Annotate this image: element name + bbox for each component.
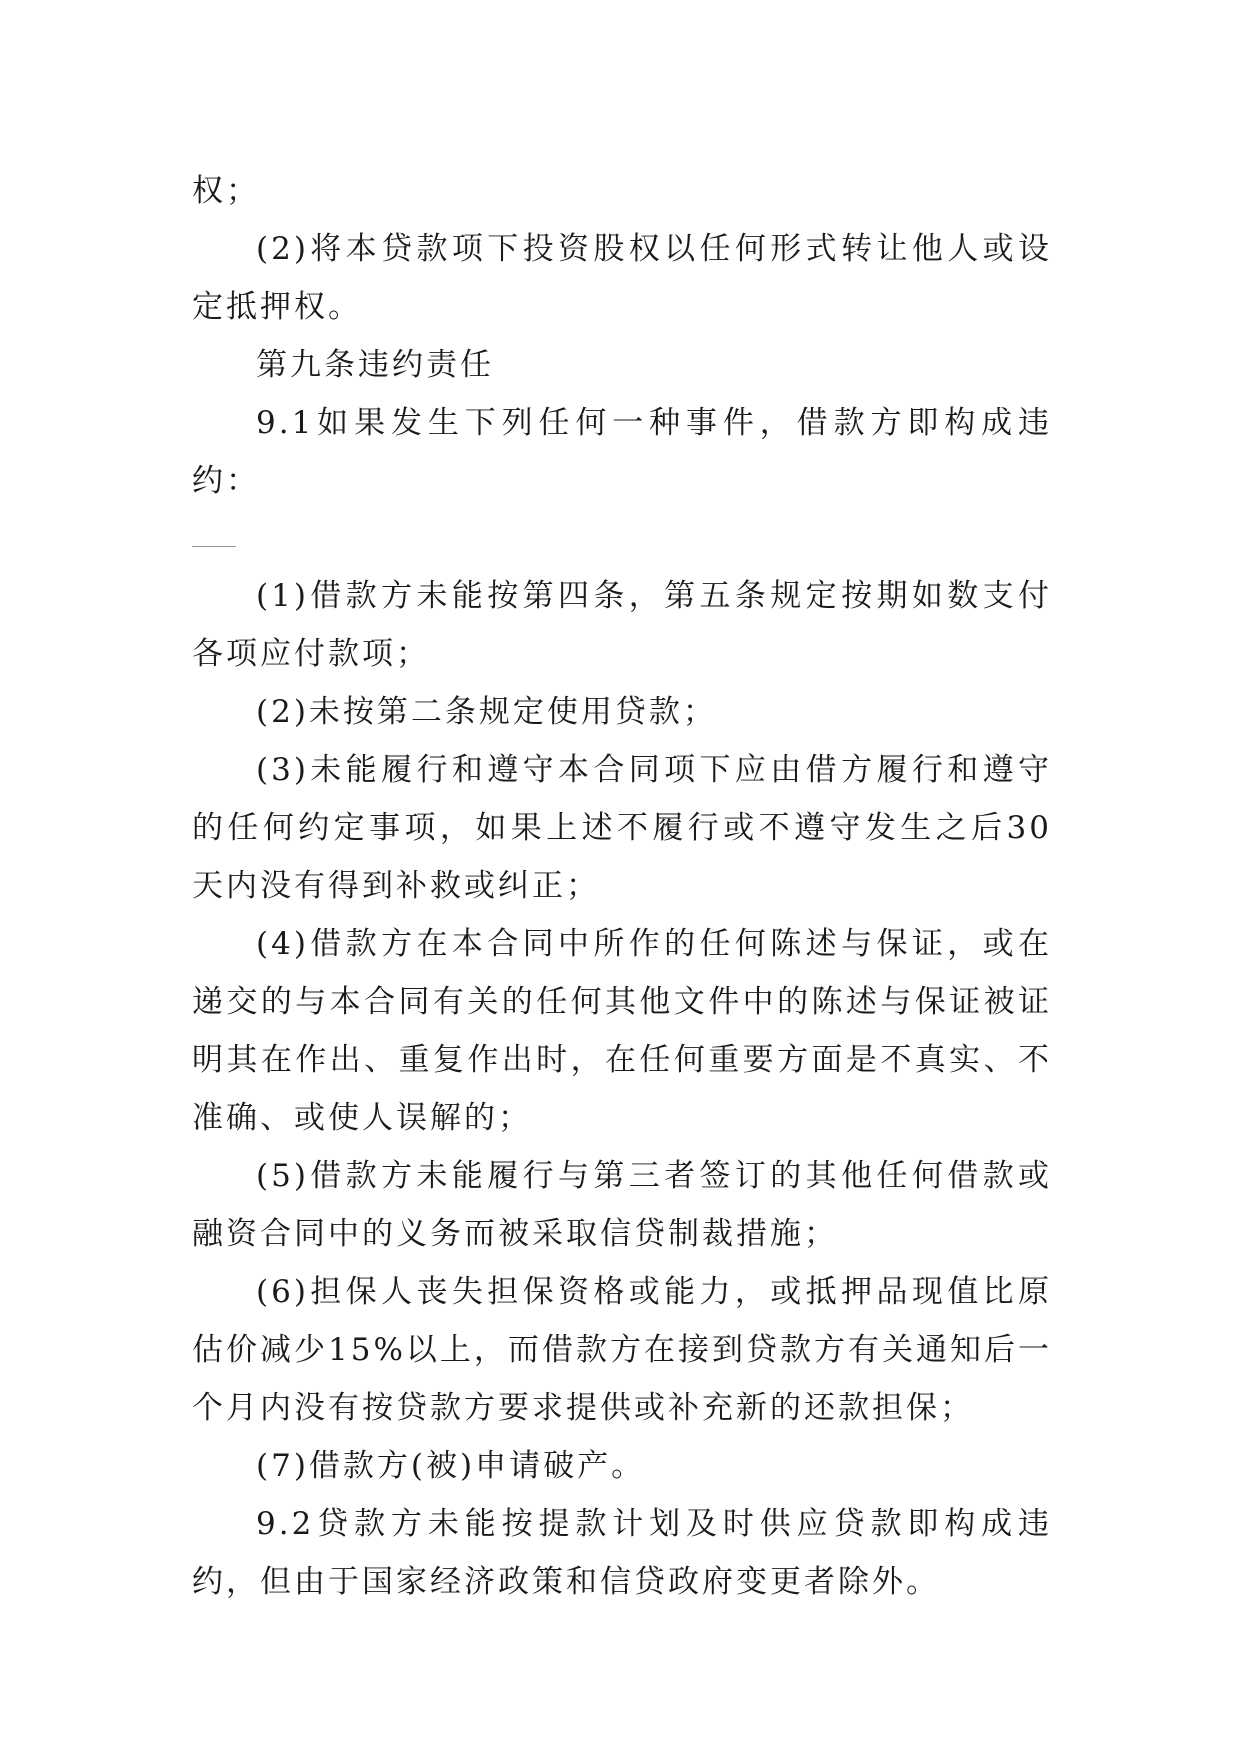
list-item-1: (1)借款方未能按第四条，第五条规定按期如数支付各项应付款项； [192,578,1052,672]
list-item-6: (6)担保人丧失担保资格或能力，或抵押品现值比原估价减少15%以上，而借款方在接到贷款方有关通知后一个月内没有按贷款方要求提供或补充新的还款担保； [192,1274,1052,1426]
list-item-7: (7)借款方(被)申请破产。 [256,1448,646,1484]
list-item-5: (5)借款方未能履行与第三者签订的其他任何借款或融资合同中的义务而被采取信贷制裁措施； [192,1158,1052,1252]
list-item-2: (2)未按第二条规定使用贷款； [256,694,717,730]
list-item-3: (3)未能履行和遵守本合同项下应由借方履行和遵守的任何约定事项，如果上述不履行或不遵守发生之后30天内没有得到补救或纠正； [192,752,1052,904]
article-heading: 第九条违约责任 [256,347,494,383]
list-item-4: (4)借款方在本合同中所作的任何陈述与保证，或在递交的与本合同有关的任何其他文件中的陈述与保证被证明其在作出、重复作出时，在任何重要方面是不真实、不准确、或使人误解的； [192,926,1052,1136]
separator-rule [192,546,236,547]
paragraph-clause-2: (2)将本贷款项下投资股权以任何形式转让他人或设定抵押权。 [192,231,1052,325]
paragraph-9-2: 9.2贷款方未能按提款计划及时供应贷款即构成违约，但由于国家经济政策和信贷政府变更者除外。 [192,1506,1052,1600]
document-body [192,162,1052,1611]
paragraph-9-1: 9.1如果发生下列任何一种事件，借款方即构成违约： [192,405,1052,499]
paragraph-continuation: 权； [192,173,260,209]
